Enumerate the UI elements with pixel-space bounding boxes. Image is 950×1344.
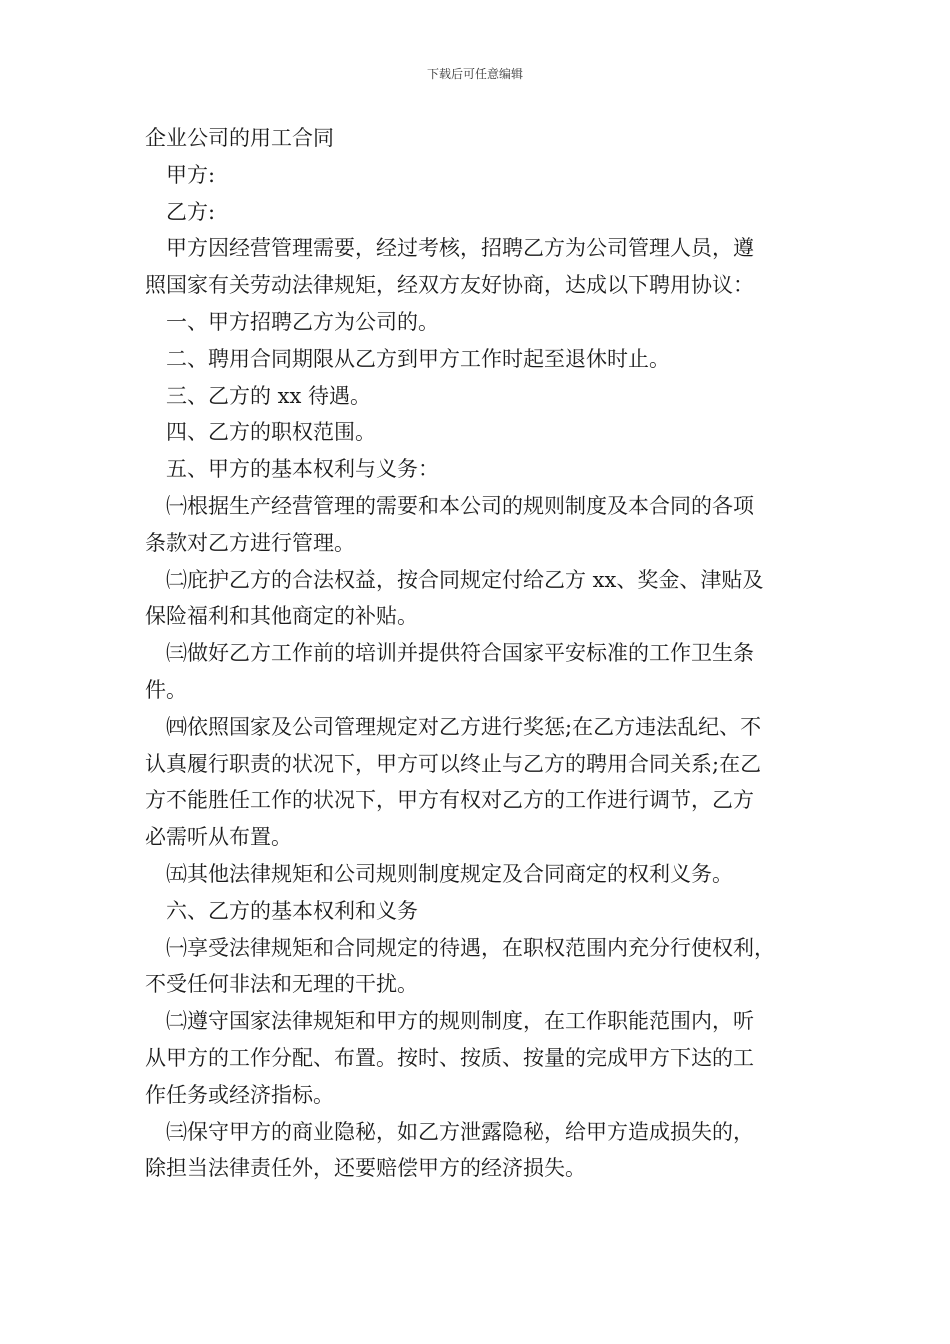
clause-5-item-4: ㈣依照国家及公司管理规定对乙方进行奖惩;在乙方违法乱纪、不 [166, 714, 762, 739]
party-b-line: 乙方: [166, 199, 216, 224]
preamble-line: 甲方因经营管理需要，经过考核，招聘乙方为公司管理人员，遵 [166, 236, 754, 261]
clause-6-item-1-cont: 不受任何非法和无理的干扰。 [145, 972, 418, 997]
preamble-line: 照国家有关劳动法律规矩，经双方友好协商，达成以下聘用协议： [145, 273, 754, 298]
clause-5-item-4-cont: 必需听从布置。 [145, 825, 292, 850]
clause-5-item-3-cont: 件。 [145, 677, 187, 702]
document-title: 企业公司的用工合同 [145, 126, 334, 150]
clause-6-item-1: ㈠享受法律规矩和合同规定的待遇，在职权范围内充分行使权利， [166, 935, 775, 960]
clause-5-item-4-cont: 认真履行职责的状况下，甲方可以终止与乙方的聘用合同关系;在乙 [145, 751, 762, 776]
clause-6-item-3-cont: 除担当法律责任外，还要赔偿甲方的经济损失。 [145, 1156, 586, 1181]
clause-6-item-3: ㈢保守甲方的商业隐秘，如乙方泄露隐秘，给甲方造成损失的， [166, 1119, 754, 1144]
clause-6-item-2-cont: 作任务或经济指标。 [145, 1082, 334, 1107]
clause-5-item-3: ㈢做好乙方工作前的培训并提供符合国家平安标准的工作卫生条 [166, 641, 754, 666]
clause-5-item-5: ㈤其他法律规矩和公司规则制度规定及合同商定的权利义务。 [166, 861, 733, 886]
clause-6-item-2: ㈡遵守国家法律规矩和甲方的规则制度，在工作职能范围内，听 [166, 1009, 754, 1034]
clause-1: 一、甲方招聘乙方为公司的。 [166, 309, 439, 334]
clause-5-item-1: ㈠根据生产经营管理的需要和本公司的规则制度及本合同的各项 [166, 493, 754, 518]
clause-5-heading: 五、甲方的基本权利与义务： [166, 457, 439, 482]
clause-6-heading: 六、乙方的基本权利和义务 [166, 898, 418, 923]
clause-5-item-1-cont: 条款对乙方进行管理。 [145, 530, 355, 555]
party-a-line: 甲方: [166, 162, 216, 187]
clause-2: 二、聘用合同期限从乙方到甲方工作时起至退休时止。 [166, 346, 670, 371]
clause-6-item-2-cont: 从甲方的工作分配、布置。按时、按质、按量的完成甲方下达的工 [145, 1045, 754, 1070]
clause-5-item-4-cont: 方不能胜任工作的状况下，甲方有权对乙方的工作进行调节，乙方 [145, 788, 754, 813]
page-header-note: 下载后可任意编辑 [426, 67, 523, 81]
clause-3: 三、乙方的 xx 待遇。 [166, 383, 372, 408]
clause-4: 四、乙方的职权范围。 [166, 420, 376, 445]
clause-5-item-2-cont: 保险福利和其他商定的补贴。 [145, 604, 418, 629]
document-body [145, 120, 810, 1187]
clause-5-item-2: ㈡庇护乙方的合法权益，按合同规定付给乙方 xx、奖金、津贴及 [166, 567, 764, 592]
